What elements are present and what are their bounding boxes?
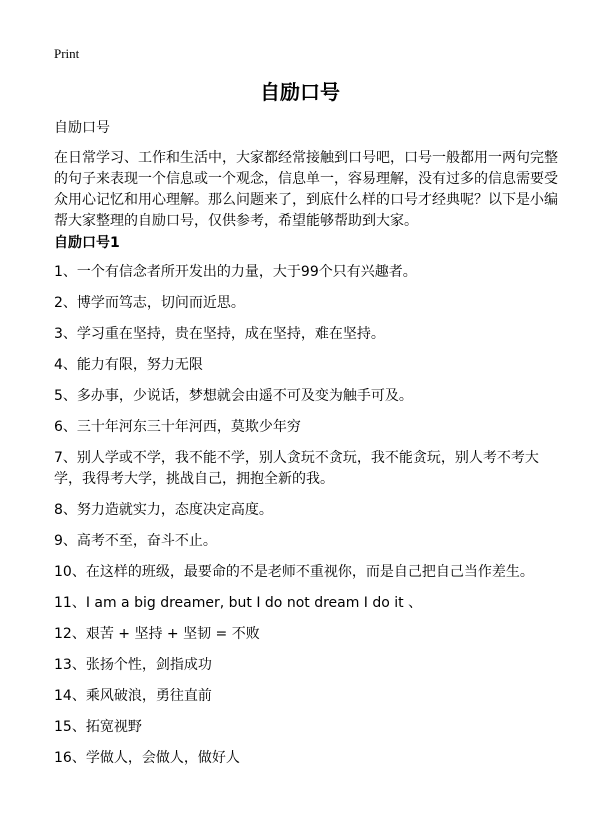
- intro-paragraph: 在日常学习、工作和生活中，大家都经常接触到口号吧，口号一般都用一两句完整的句子来表现一个信息或一个观念，信息单一，容易理解，没有过多的信息需要受众用心记忆和用心理解。那么问题来了，到底什么样的口号才经典呢？以下是小编帮大家整理的自励口号，仅供参考，希望能够帮助到大家。: [54, 150, 558, 229]
- subtitle: 自励口号: [54, 120, 110, 136]
- list-item: 8、努力造就实力，态度决定高度。: [54, 502, 273, 518]
- list-item: 13、张扬个性，剑指成功: [54, 657, 212, 673]
- list-item: 14、乘风破浪，勇往直前: [54, 688, 212, 704]
- list-item: 5、多办事，少说话，梦想就会由遥不可及变为触手可及。: [54, 388, 413, 404]
- list-item: 1、一个有信念者所开发出的力量，大于99个只有兴趣者。: [54, 264, 417, 280]
- list-item: 11、I am a big dreamer, but I do not dream I do it 、: [54, 595, 423, 611]
- page-title: 自励口号: [260, 80, 340, 104]
- section-heading: 自励口号1: [54, 235, 120, 251]
- print-link[interactable]: Print: [54, 46, 80, 61]
- list-item: 9、高考不至，奋斗不止。: [54, 533, 217, 549]
- list-item: 16、学做人，会做人，做好人: [54, 750, 240, 766]
- list-item: 2、博学而笃志，切问而近思。: [54, 295, 245, 311]
- list-item: 10、在这样的班级，最要命的不是老师不重视你，而是自己把自己当作差生。: [54, 564, 534, 580]
- list-item: 15、拓宽视野: [54, 719, 142, 735]
- list-item: 6、三十年河东三十年河西，莫欺少年穷: [54, 419, 301, 435]
- slogan-list: [54, 262, 558, 779]
- list-item: 3、学习重在坚持，贵在坚持，成在坚持，难在坚持。: [54, 326, 385, 342]
- list-item: 7、别人学或不学，我不能不学，别人贪玩不贪玩，我不能贪玩，别人考不考大学，我得考大学，挑战自己，拥抱全新的我。: [54, 450, 539, 487]
- list-item: 12、艰苦 + 坚持 + 坚韧 = 不败: [54, 626, 260, 642]
- list-item: 4、能力有限，努力无限: [54, 357, 203, 373]
